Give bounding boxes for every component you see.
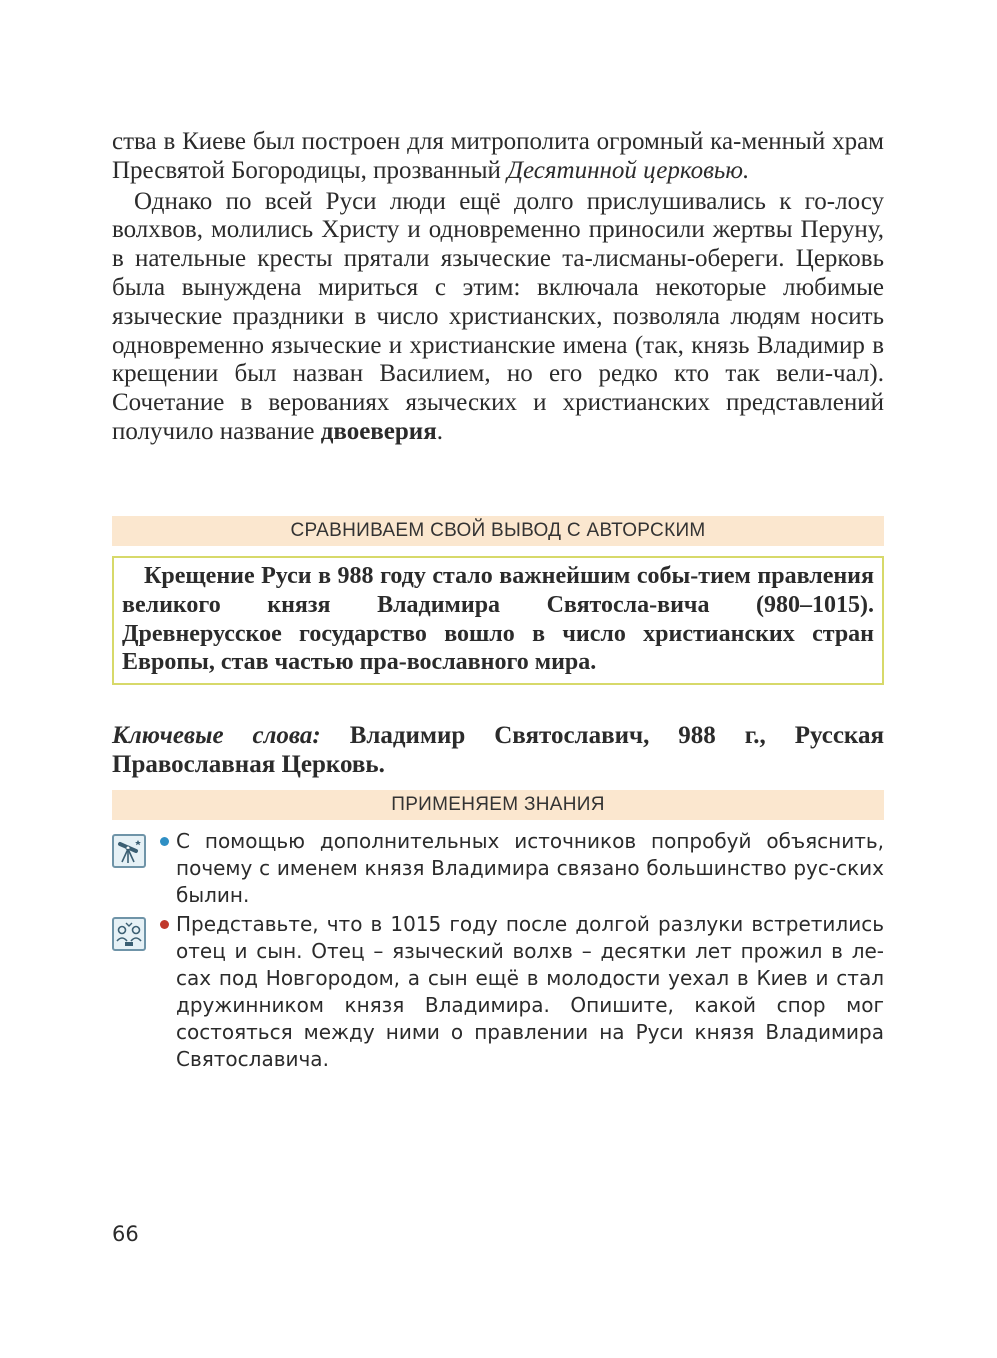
paragraph-1 — [112, 128, 884, 186]
paragraph-1-italic: Десятинной церковью. — [507, 156, 750, 184]
keywords-line — [112, 722, 884, 780]
dialogue-icon — [112, 917, 146, 951]
bullet-red — [160, 920, 169, 929]
paragraph-2 — [112, 188, 884, 447]
keywords-text: Владимир Святославич, 988 г., Русская Православная Церковь. — [112, 722, 884, 778]
author-conclusion-box: Крещение Руси в 988 году стало важнейшим собы-тием правления великого князя Владимира Святосла-вича (980–1015). Древнерусское государство вошло в число христианских стран Европы, став частью пра-вославного мира. — [112, 556, 884, 685]
page-content — [112, 128, 884, 1071]
keywords-label: Ключевые слова: — [112, 722, 321, 749]
paragraph-2-end: . — [436, 417, 443, 445]
section-heading-compare: СРАВНИВАЕМ СВОЙ ВЫВОД С АВТОРСКИМ — [112, 516, 884, 546]
task-item-1 — [112, 828, 884, 909]
task-list — [112, 828, 884, 1075]
paragraph-1-text: ства в Киеве был построен для митрополита огромный ка-менный храм Пресвятой Богородицы, прозванный — [112, 128, 884, 184]
task-text-1: С помощью дополнительных источников попробуй объяснить, почему с именем князя Владимира связано большинство рус-ских былин. — [176, 829, 884, 907]
paragraph-2-text: Однако по всей Руси люди ещё долго прислушивались к го-лосу волхвов, молились Христу и одновременно приносили жертвы Перуну, в нательные кресты прятали языческие та-лисманы-обереги. Церковь была вынуждена мириться с этим: включала некоторые любимые языческие праздники в число христианских, позволяла людям носить одновременно языческие и христианские имена (так, князь Владимир в крещении был назван Василием, но его редко кто так вели-чал). Сочетание в верованиях языческих и христианских представлений получило название — [112, 187, 884, 445]
section-heading-apply: ПРИМЕНЯЕМ ЗНАНИЯ — [112, 790, 884, 820]
bullet-blue — [160, 837, 169, 846]
term-dvoeverie: двоеверия — [320, 417, 437, 445]
telescope-icon — [112, 834, 146, 868]
page-number: 66 — [112, 1222, 139, 1246]
task-item-2 — [112, 911, 884, 1073]
task-text-2: Представьте, что в 1015 году после долгой разлуки встретились отец и сын. Отец – языческий волхв – десятки лет прожил в ле-сах под Новгородом, а сын ещё в молодости уехал в Киев и стал дружинником князя Владимира. Опишите, какой спор мог состояться между ними о правлении на Руси князя Владимира Святославича. — [176, 912, 884, 1071]
